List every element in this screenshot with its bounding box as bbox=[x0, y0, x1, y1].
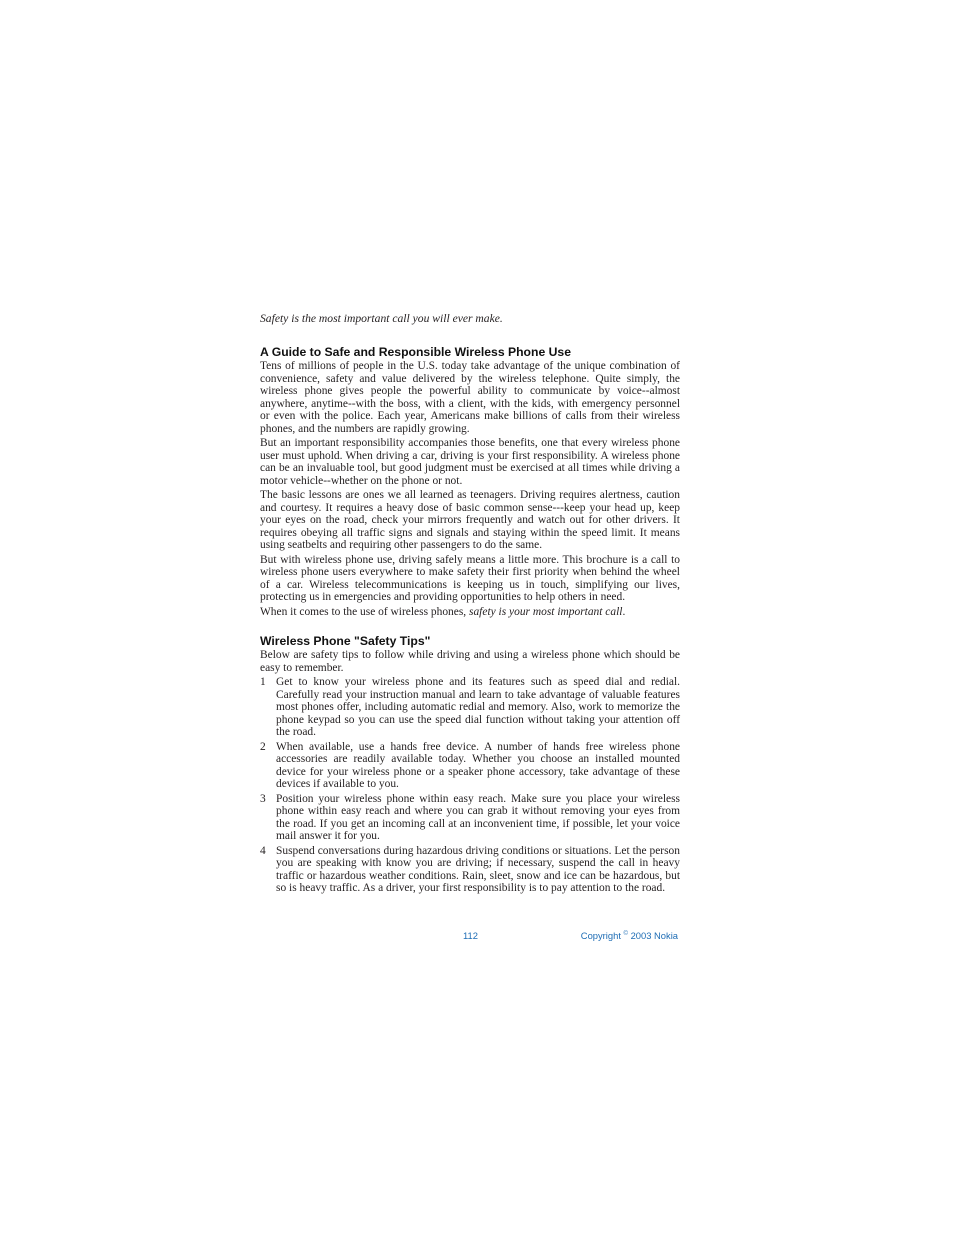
page-footer bbox=[260, 930, 678, 944]
document-page bbox=[260, 311, 680, 897]
section-heading-safety-tips: Wireless Phone "Safety Tips" bbox=[260, 634, 431, 648]
paragraph: But with wireless phone use, driving safely means a little more. This brochure is a call to wireless phone users everywhere to make safety their first priority when behind the wheel of a car. Wireless telecommunications is keeping us in touch, simplifying our lives, protecting us in emergencies and providing opportunities to help others in need. bbox=[260, 553, 680, 603]
list-item-text: Get to know your wireless phone and its features such as speed dial and redial. Carefully read your instruction manual and learn to take advantage of valuable features most phones offer, including automatic redial and memory. Also, work to memorize the phone keypad so you can use the speed dial function without taking your attention off the road. bbox=[276, 676, 680, 738]
paragraph: But an important responsibility accompanies those benefits, one that every wireless phone user must uphold. When driving a car, driving is your first responsibility. A wireless phone can be an invaluable tool, but good judgment must be exercised at all times while driving a motor vehicle--whether on the phone or not. bbox=[260, 437, 680, 487]
paragraph: The basic lessons are ones we all learned as teenagers. Driving requires alertness, caution and courtesy. It requires a heavy dose of basic common sense---keep your head up, keep your eyes on the road, check your mirrors frequently and watch out for other drivers. It requires obeying all traffic signs and signals and staying within the speed limit. It means using seatbelts and requiring other passengers to do the same. bbox=[260, 489, 680, 551]
copyright-symbol: © bbox=[623, 931, 628, 937]
section-safety-tips bbox=[260, 634, 680, 895]
closing-suffix: . bbox=[622, 605, 626, 618]
closing-prefix: When it comes to the use of wireless phones, bbox=[260, 605, 470, 618]
section-safe-use bbox=[260, 345, 680, 618]
copyright-notice bbox=[581, 930, 678, 941]
list-item-number: 3 bbox=[260, 792, 266, 805]
closing-paragraph bbox=[260, 606, 680, 619]
paragraph: Tens of millions of people in the U.S. today take advantage of the unique combination of convenience, safety and value delivered by the wireless telephone. Quite simply, the wireless phone gives people the powerful ability to communicate by voice--almost anywhere, anytime--with the boss, with a client, with the kids, with emergency personnel or even with the police. Each year, Americans make billions of calls from their wireless phones, and the numbers are rapidly growing. bbox=[260, 360, 680, 435]
list-item-number: 1 bbox=[260, 676, 266, 688]
list-item-number: 2 bbox=[260, 740, 266, 753]
list-item bbox=[260, 741, 680, 791]
tagline: Safety is the most important call you will ever make. bbox=[260, 312, 503, 325]
copyright-year-owner: 2003 Nokia bbox=[630, 930, 678, 941]
list-item bbox=[260, 845, 680, 895]
page-number: 112 bbox=[463, 930, 478, 941]
list-item bbox=[260, 676, 680, 739]
list-item-number: 4 bbox=[260, 844, 266, 857]
tips-intro: Below are safety tips to follow while driving and using a wireless phone which should be easy to remember. bbox=[260, 649, 680, 674]
list-item bbox=[260, 793, 680, 843]
list-item-text: When available, use a hands free device. A number of hands free wireless phone accessories are readily available today. Whether you choose an installed mounted device for your wireless phone or a speaker phone accessory, take advantage of these devices if available to you. bbox=[276, 740, 680, 790]
section-heading-safe-use: A Guide to Safe and Responsible Wireless Phone Use bbox=[260, 345, 571, 359]
copyright-label: Copyright bbox=[580, 930, 621, 941]
closing-emphasis: safety is your most important call bbox=[469, 605, 623, 618]
list-item-text: Suspend conversations during hazardous driving conditions or situations. Let the person you are speaking with know you are driving; if necessary, suspend the call in heavy traffic or hazardous weather conditions. Rain, sleet, snow and ice can be hazardous, but so is heavy traffic. As a driver, your first responsibility is to pay attention to the road. bbox=[276, 844, 680, 894]
safety-tips-list bbox=[260, 676, 680, 895]
list-item-text: Position your wireless phone within easy reach. Make sure you place your wireless phone within easy reach and where you can grab it without removing your eyes from the road. If you get an incoming call at an inconvenient time, if possible, let your voice mail answer it for you. bbox=[276, 792, 680, 842]
